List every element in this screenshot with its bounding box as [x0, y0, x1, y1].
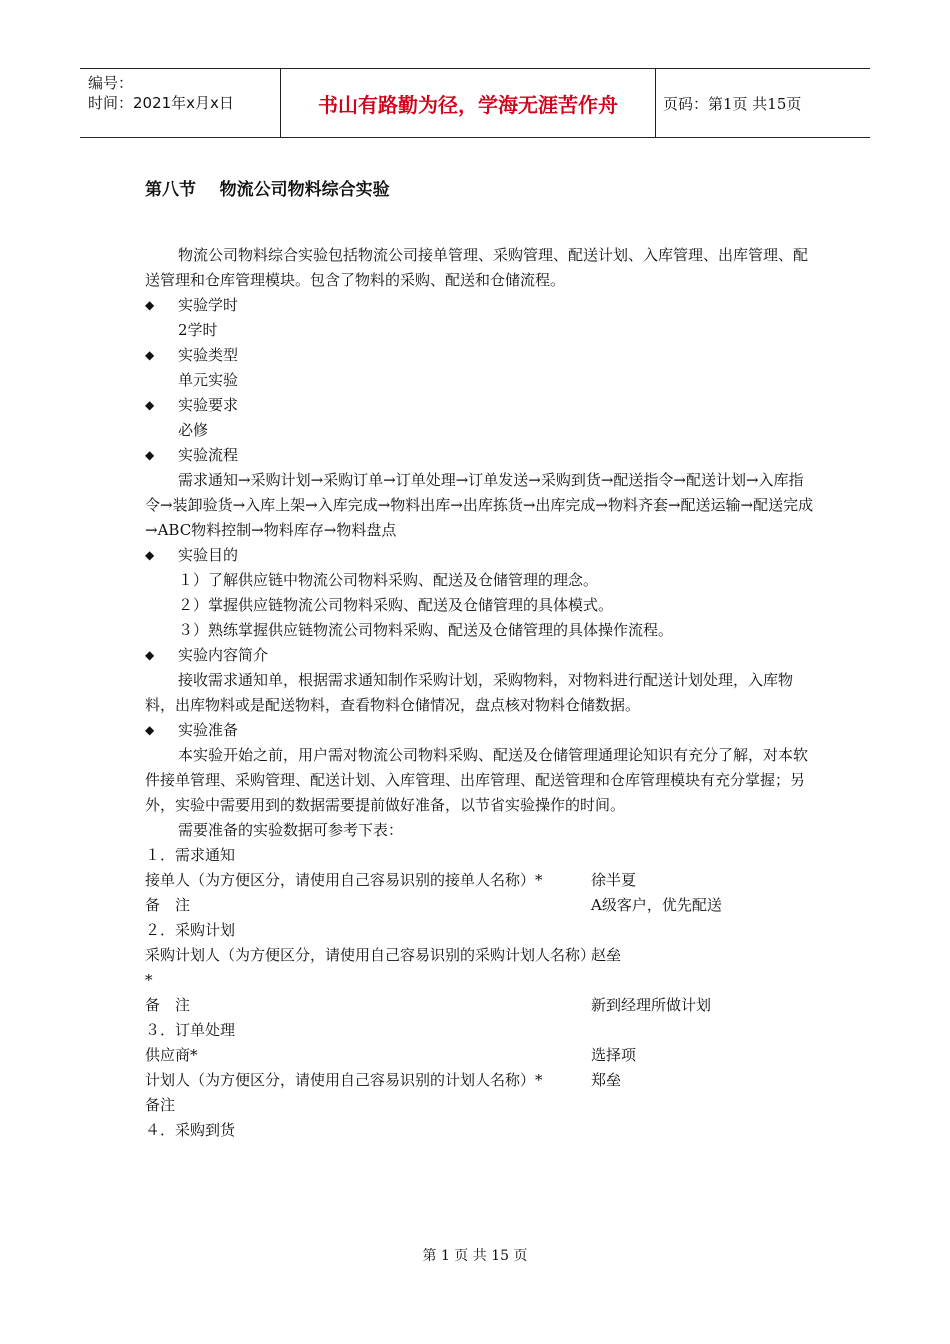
bullet-hours — [145, 293, 817, 318]
data-row-value: 徐半夏 — [591, 871, 637, 889]
diamond-bullet-icon: ◆ — [145, 548, 155, 562]
bullet-goals — [145, 543, 817, 568]
data-row — [145, 868, 817, 893]
data-section-heading: ３．订单处理 — [145, 1021, 236, 1039]
diamond-bullet-icon: ◆ — [145, 348, 155, 362]
goal-item: ２）掌握供应链物流公司物料采购、配送及仓储管理的具体模式。 — [178, 596, 614, 614]
data-row — [145, 1043, 817, 1068]
data-row — [145, 943, 817, 993]
data-section-heading: ２．采购计划 — [145, 921, 236, 939]
bullet-content-intro — [145, 643, 817, 668]
intro-paragraph: 物流公司物料综合实验包括物流公司接单管理、采购管理、配送计划、入库管理、出库管理、配送管理和仓库管理模块。包含了物料的采购、配送和仓储流程。 — [145, 246, 809, 289]
bullet-label: 实验内容简介 — [178, 646, 269, 664]
data-section-heading: １．需求通知 — [145, 846, 236, 864]
data-row-value: 郑垒 — [591, 1071, 622, 1089]
bullet-type — [145, 343, 817, 368]
data-row-value: 新到经理所做计划 — [591, 996, 712, 1014]
bullet-preparation — [145, 718, 817, 743]
time-label: 时间：2021年x月x日 — [88, 94, 234, 112]
data-row-value: 选择项 — [591, 1046, 637, 1064]
bullet-requirement — [145, 393, 817, 418]
data-row-value — [591, 1093, 817, 1118]
page-header — [80, 68, 870, 138]
number-label: 编号： — [88, 74, 134, 92]
data-row-key: 供应商* — [145, 1046, 198, 1064]
data-row-key: 计划人（为方便区分，请使用自己容易识别的计划人名称）* — [145, 1071, 543, 1089]
data-row — [145, 1093, 817, 1118]
bullet-flow — [145, 443, 817, 468]
section-title: 第八节 物流公司物料综合实验 — [145, 180, 390, 200]
content-intro-text: 接收需求通知单，根据需求通知制作采购计划，采购物料，对物料进行配送计划处理，入库物料，出库物料或是配送物料，查看物料仓储情况，盘点核对物料仓储数据。 — [145, 671, 794, 714]
data-row-key: 备 注 — [145, 896, 191, 914]
bullet-label: 实验类型 — [178, 346, 239, 364]
data-row-value: 赵垒 — [591, 946, 622, 964]
bullet-label: 实验要求 — [178, 396, 239, 414]
data-row-key: 采购计划人（为方便区分，请使用自己容易识别的采购计划人名称）* — [145, 946, 588, 989]
goal-item: ３）熟练掌握供应链物流公司物料采购、配送及仓储管理的具体操作流程。 — [178, 621, 674, 639]
diamond-bullet-icon: ◆ — [145, 648, 155, 662]
preparation-text: 本实验开始之前，用户需对物流公司物料采购、配送及仓储管理通理论知识有充分了解，对本软件接单管理、采购管理、配送计划、入库管理、出库管理、配送管理和仓库管理模块有充分掌握；另外，实验中需要用到的数据需要提前做好准备，以节省实验操作的时间。 — [145, 746, 809, 814]
table-note: 需要准备的实验数据可参考下表： — [178, 821, 404, 839]
goal-item: １）了解供应链中物流公司物料采购、配送及仓储管理的理念。 — [178, 571, 599, 589]
bullet-label: 实验学时 — [178, 296, 239, 314]
data-row-value: A级客户，优先配送 — [591, 896, 722, 914]
header-page-info: 页码：第1页 共15页 — [663, 94, 802, 113]
hours-value: 2学时 — [178, 321, 218, 339]
data-row-key: 备注 — [145, 1096, 176, 1114]
requirement-value: 必修 — [178, 421, 209, 439]
header-motto: 书山有路勤为径，学海无涯苦作舟 — [318, 92, 618, 117]
bullet-label: 实验流程 — [178, 446, 239, 464]
bullet-label: 实验准备 — [178, 721, 239, 739]
diamond-bullet-icon: ◆ — [145, 448, 155, 462]
diamond-bullet-icon: ◆ — [145, 723, 155, 737]
header-meta — [80, 69, 280, 137]
bullet-label: 实验目的 — [178, 546, 239, 564]
page-footer: 第 1 页 共 15 页 — [422, 1248, 528, 1264]
data-section-heading: ４．采购到货 — [145, 1121, 236, 1139]
diamond-bullet-icon: ◆ — [145, 298, 155, 312]
flow-text: 需求通知→采购计划→采购订单→订单处理→订单发送→采购到货→配送指令→配送计划→入库指令→装卸验货→入库上架→入库完成→物料出库→出库拣货→出库完成→物料齐套→配送运输→配送完成→ABC物料控制→物料库存→物料盘点 — [145, 471, 814, 539]
type-value: 单元实验 — [178, 371, 239, 389]
header-divider — [655, 69, 656, 137]
diamond-bullet-icon: ◆ — [145, 398, 155, 412]
data-row-key: 备 注 — [145, 996, 191, 1014]
data-row-key: 接单人（为方便区分，请使用自己容易识别的接单人名称）* — [145, 871, 543, 889]
document-body — [145, 178, 817, 1143]
data-row — [145, 993, 817, 1018]
data-row — [145, 893, 817, 918]
data-row — [145, 1068, 817, 1093]
